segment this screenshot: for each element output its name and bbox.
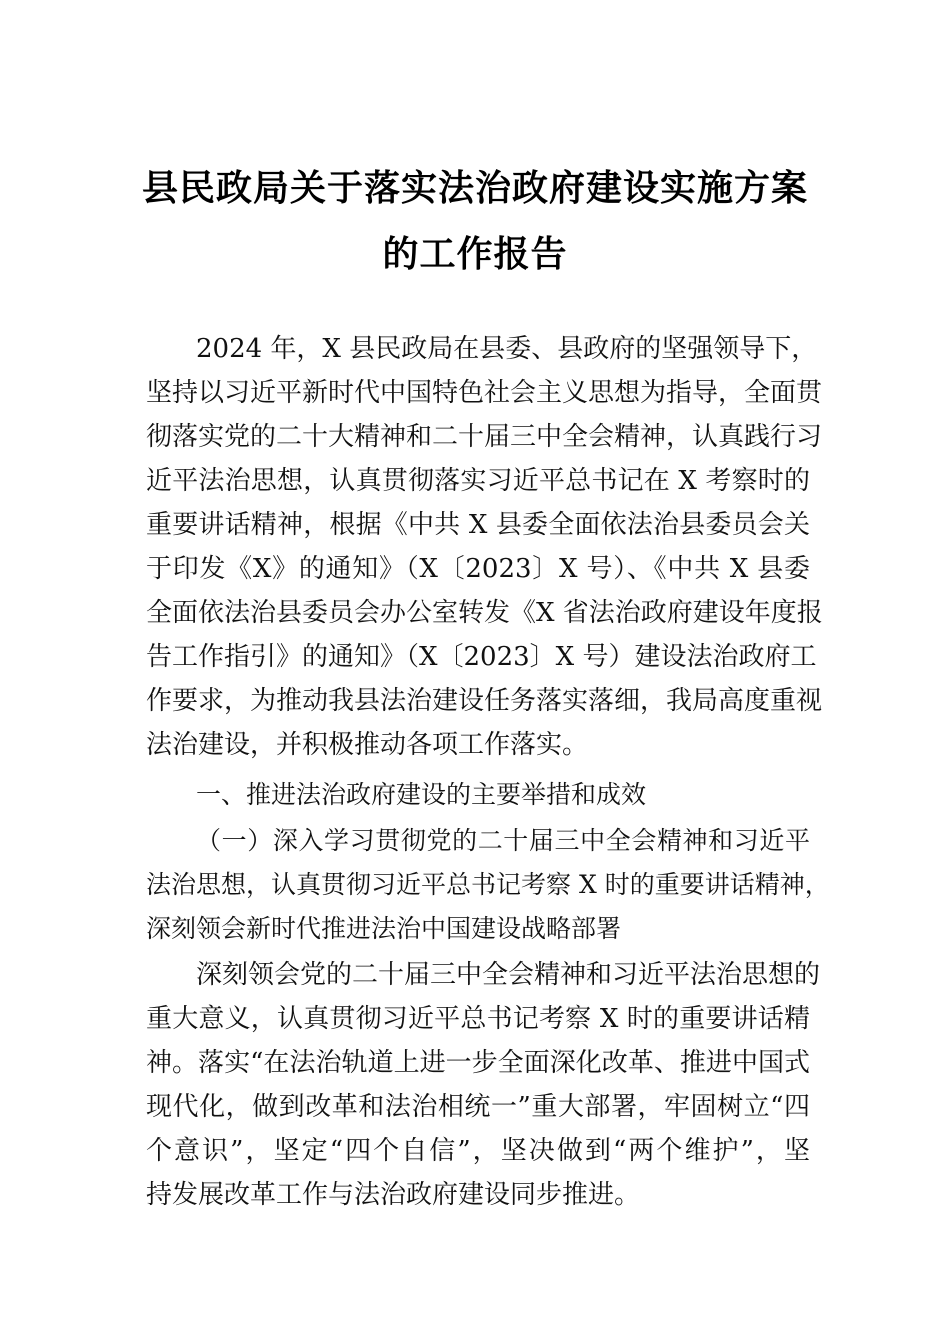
paragraph-2-line: 现代化，做到改革和法治相统一”重大部署，牢固树立“四 [146, 1092, 810, 1122]
paragraph-2-line: 持发展改革工作与法治政府建设同步推进。 [146, 1180, 641, 1210]
paragraph-1-line: 重要讲话精神，根据《中共 X 县委全面依法治县委员会关 [146, 510, 810, 540]
subheading-1-line: 深刻领会新时代推进法治中国建设战略部署 [146, 914, 622, 943]
paragraph-2-line: 重大意义，认真贯彻习近平总书记考察 X 时的重要讲话精 [146, 1004, 810, 1034]
paragraph-1-line: 近平法治思想，认真贯彻落实习近平总书记在 X 考察时的 [146, 466, 810, 496]
paragraph-2-line: 个意识”，坚定“四个自信”，坚决做到“两个维护”，坚 [146, 1136, 810, 1166]
subheading-1-line: 法治思想，认真贯彻习近平总书记考察 X 时的重要讲话精神， [146, 870, 830, 899]
paragraph-1-line: 法治建设，并积极推动各项工作落实。 [146, 730, 589, 760]
document-title-line-1: 县民政局关于落实法治政府建设实施方案 [141, 168, 808, 209]
section-heading-1: 一、推进法治政府建设的主要举措和成效 [196, 780, 647, 809]
paragraph-1-line: 告工作指引》的通知》（X〔2023〕X 号）建设法治政府工 [146, 642, 817, 672]
paragraph-1-line: 于印发《X》的通知》（X〔2023〕X 号）、《中共 X 县委 [146, 554, 810, 584]
paragraph-1-line: 作要求，为推动我县法治建设任务落实落细，我局高度重视 [146, 686, 823, 716]
paragraph-1-line: 2024 年，X 县民政局在县委、县政府的坚强领导下， [196, 334, 818, 364]
paragraph-2-line: 神。落实“在法治轨道上进一步全面深化改革、推进中国式 [146, 1048, 810, 1078]
paragraph-2-line: 深刻领会党的二十届三中全会精神和习近平法治思想的 [196, 960, 821, 990]
document-title-line-2: 的工作报告 [382, 234, 568, 275]
paragraph-1-line: 坚持以习近平新时代中国特色社会主义思想为指导，全面贯 [146, 378, 823, 408]
subheading-1-line: （一）深入学习贯彻党的二十届三中全会精神和习近平 [196, 826, 810, 855]
paragraph-1-line: 彻落实党的二十大精神和二十届三中全会精神，认真践行习 [146, 422, 823, 452]
paragraph-1-line: 全面依法治县委员会办公室转发《X 省法治政府建设年度报 [146, 598, 823, 628]
